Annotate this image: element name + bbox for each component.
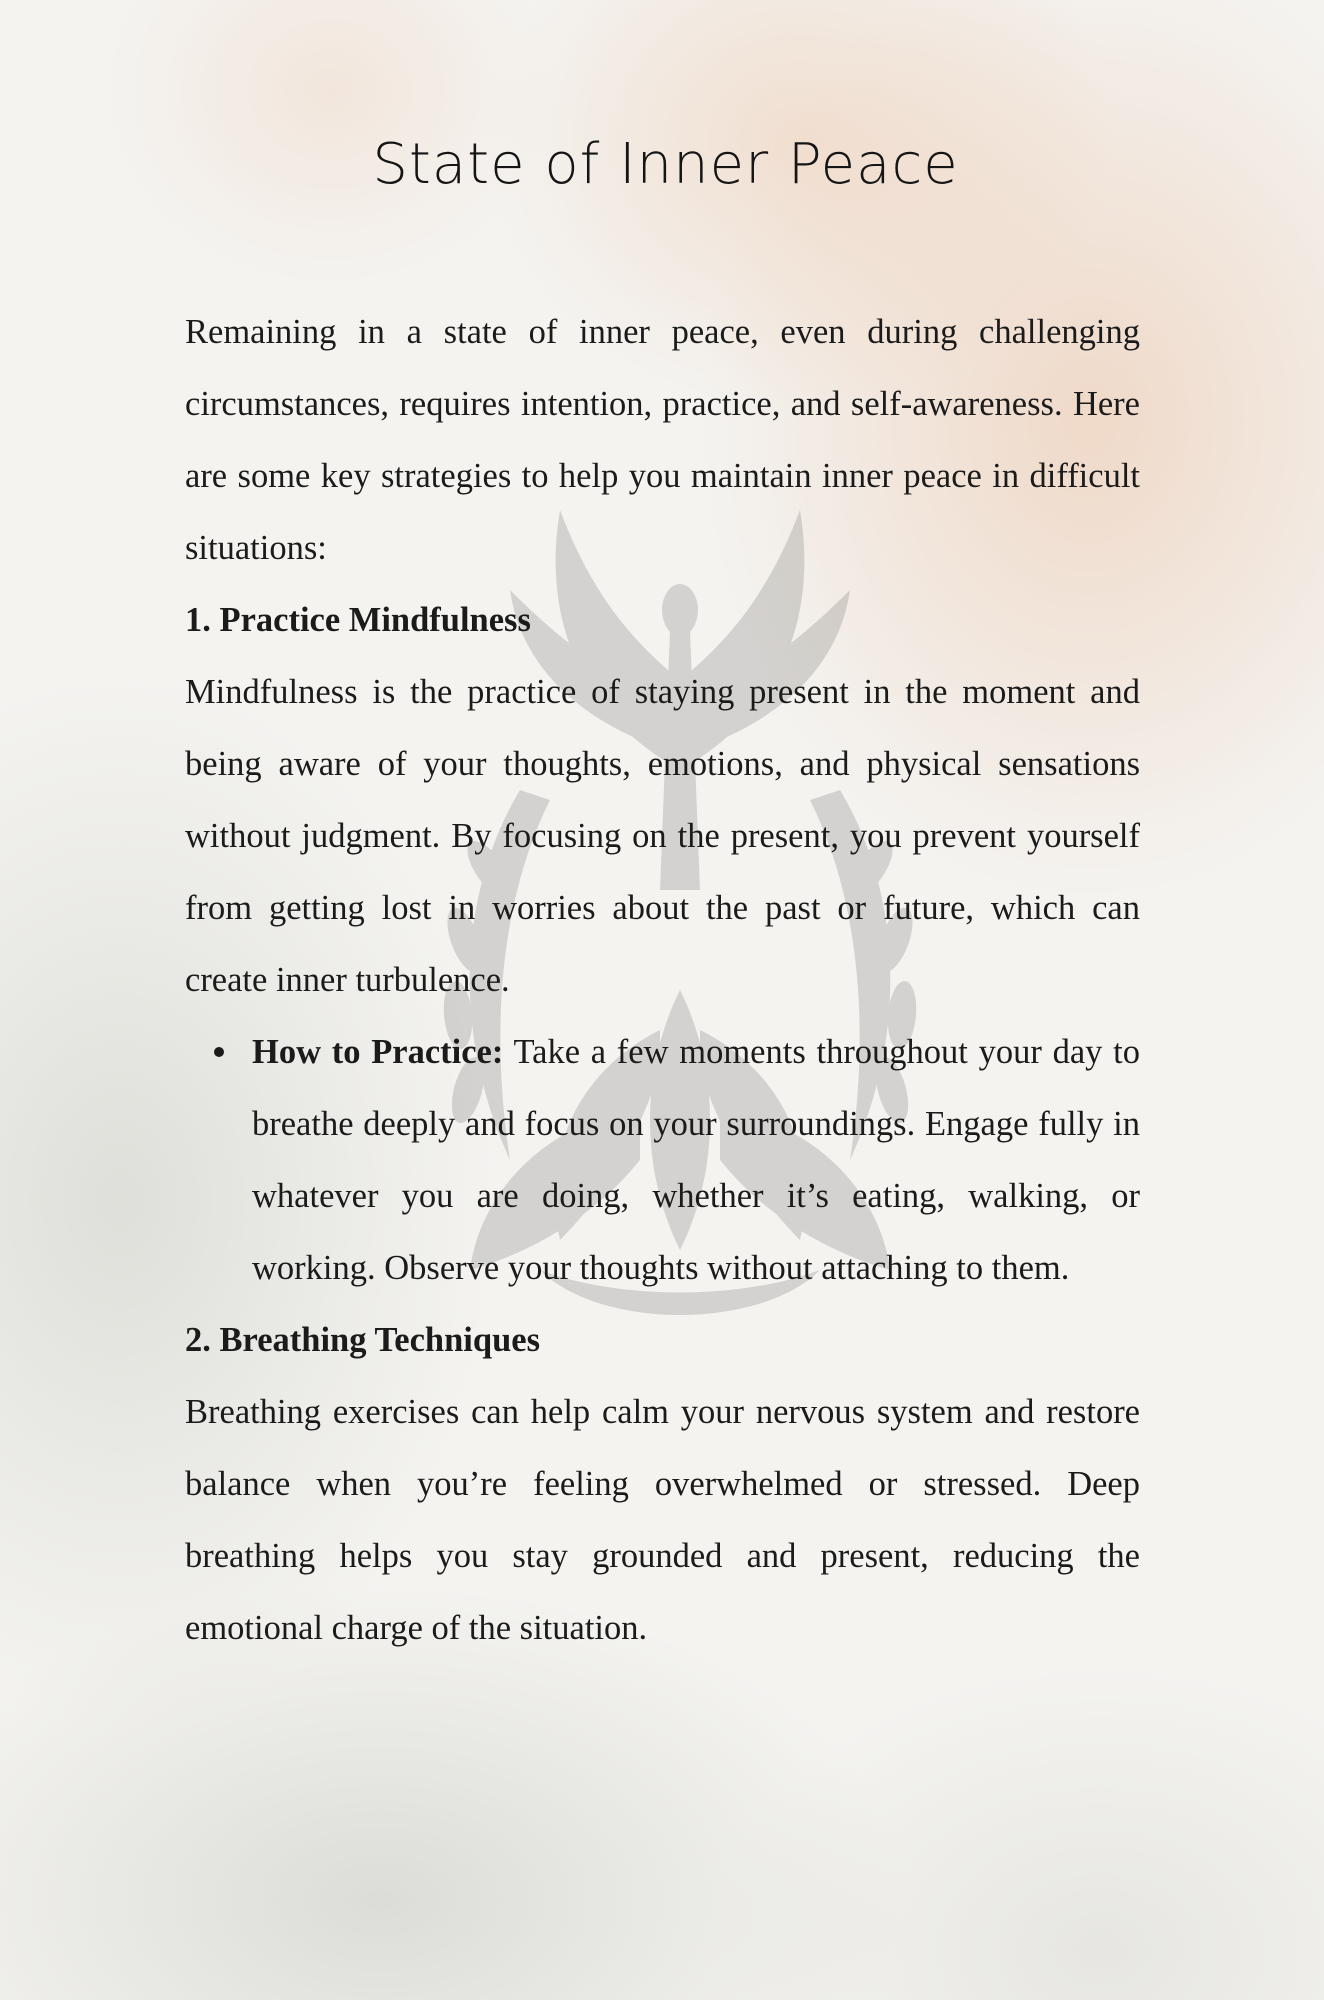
section-heading-mindfulness: 1. Practice Mindfulness [185,601,531,639]
bullet-list [185,1016,1140,1304]
bullet-label: How to Practice: [252,1033,504,1071]
intro-paragraph: Remaining in a state of inner peace, even during challenging circumstances, requires intention, practice, and self-awareness. Here are some key strategies to help you maintain inner peace in difficult situations: [185,313,1140,567]
page-title: State of Inner Peace [372,132,959,197]
bullet-text: Take a few moments throughout your day to breathe deeply and focus on your surroundings. Engage fully in whatever you are doing, whether it’s eating, walking, or working. Observe your thoughts without attaching to them. [252,1033,1140,1287]
list-item [252,1016,1140,1304]
document-content [185,120,1140,1664]
section-body-mindfulness: Mindfulness is the practice of staying present in the moment and being aware of your thoughts, emotions, and physical sensations without judgment. By focusing on the present, you prevent yourself from getting lost in worries about the past or future, which can create inner turbulence. [185,673,1140,999]
section-body-breathing: Breathing exercises can help calm your nervous system and restore balance when you’re feeling overwhelmed or stressed. Deep breathing helps you stay grounded and present, reducing the emotional charge of the situation. [185,1393,1140,1647]
bullet-icon [214,1047,224,1057]
section-heading-breathing: 2. Breathing Techniques [185,1321,541,1359]
